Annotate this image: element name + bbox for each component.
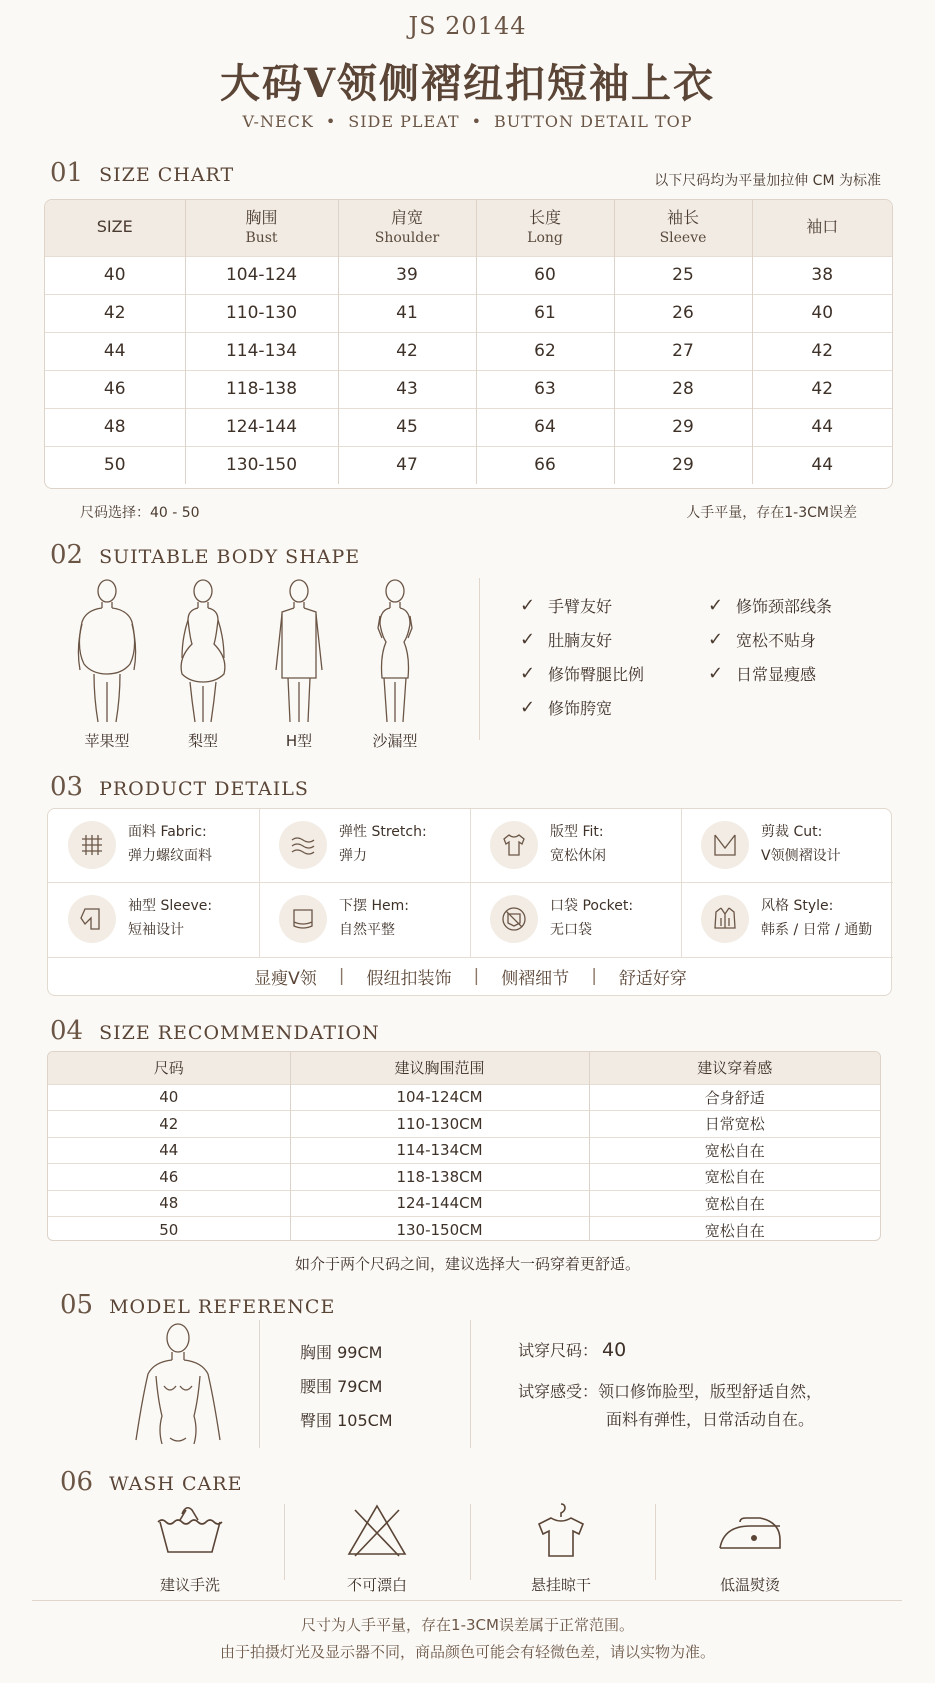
- table-cell: 40: [45, 256, 185, 294]
- detail-label: 剪裁 Cut:: [761, 824, 823, 841]
- subtitle-part: SIDE PLEAT: [348, 112, 460, 131]
- table-cell: 45: [338, 408, 476, 446]
- column-header-cn: 袖口: [806, 217, 839, 237]
- detail-fabric: [48, 809, 259, 881]
- table-cell: 50: [45, 446, 185, 484]
- column-header-en: Long: [527, 230, 563, 247]
- divider: [470, 1504, 471, 1580]
- table-cell: 42: [752, 370, 892, 408]
- table-cell: 40: [752, 294, 892, 332]
- subtitle-dot: •: [325, 112, 337, 131]
- detail-stretch: [259, 809, 470, 881]
- column-header: [45, 200, 185, 256]
- table-cell: 64: [476, 408, 614, 446]
- section-number: 01: [50, 158, 84, 188]
- check-item: [708, 622, 832, 656]
- table-row: [45, 256, 892, 294]
- detail-value: 自然平整: [339, 922, 395, 938]
- model-body-icon: [128, 1320, 228, 1446]
- table-row: [45, 332, 892, 370]
- table-cell: 40: [48, 1084, 290, 1111]
- column-header: [338, 200, 476, 256]
- model-measure: 胸围 99CM: [300, 1343, 383, 1362]
- table-cell: 46: [45, 370, 185, 408]
- check-item: [520, 588, 644, 622]
- column-header: [185, 200, 338, 256]
- feature-label: 显瘦V领: [254, 968, 317, 989]
- detail-hem: [259, 883, 470, 955]
- table-cell: 124-144: [185, 408, 338, 446]
- table-cell: 43: [338, 370, 476, 408]
- wash-item: [120, 1500, 260, 1595]
- check-item: [708, 588, 832, 622]
- divider: [259, 1320, 260, 1448]
- column-header: [476, 200, 614, 256]
- table-cell: 日常宽松: [589, 1111, 880, 1138]
- table-cell: 27: [614, 332, 752, 370]
- column-header-en: Shoulder: [374, 230, 440, 247]
- detail-label: 袖型 Sleeve:: [128, 898, 213, 915]
- low-iron-icon: [710, 1500, 790, 1560]
- table-row: [45, 370, 892, 408]
- wash-item: [491, 1500, 631, 1595]
- table-cell: 41: [338, 294, 476, 332]
- hem-icon: [279, 895, 327, 943]
- check-icon: ✓: [520, 594, 536, 616]
- detail-sleeve: [48, 883, 259, 955]
- detail-value: 弹力螺纹面料: [128, 848, 212, 864]
- body-shape-label: 苹果型: [84, 732, 130, 750]
- wash-label: 建议手洗: [159, 1576, 220, 1594]
- column-header-en: Bust: [245, 230, 278, 247]
- product-subtitle: [0, 112, 935, 131]
- detail-value: 弹力: [339, 848, 367, 864]
- check-label: 手臂友好: [548, 596, 613, 616]
- feature-separator: |: [473, 966, 480, 986]
- table-row: [45, 408, 892, 446]
- check-label: 肚腩友好: [548, 630, 613, 650]
- table-cell: 39: [338, 256, 476, 294]
- detail-value: 无口袋: [550, 922, 592, 938]
- model-size-value: 40: [602, 1339, 627, 1361]
- check-icon: ✓: [520, 628, 536, 650]
- wash-item: [307, 1500, 447, 1595]
- divider: [32, 1600, 902, 1601]
- apple-body-icon: [72, 578, 142, 726]
- detail-label: 版型 Fit:: [550, 824, 604, 841]
- detail-label: 口袋 Pocket:: [550, 898, 634, 915]
- table-cell: 60: [476, 256, 614, 294]
- model-measure: 腰围 79CM: [300, 1377, 383, 1396]
- no-pocket-icon: [490, 895, 538, 943]
- footer-note-1: 尺寸为人手平量，存在1-3CM误差属于正常范围。: [301, 1616, 634, 1634]
- divider: [284, 1504, 285, 1580]
- detail-value: 韩系 / 日常 / 通勤: [761, 922, 873, 938]
- table-cell: 42: [45, 294, 185, 332]
- detail-style: [681, 883, 892, 955]
- table-row: [48, 1111, 880, 1138]
- divider: [479, 578, 480, 740]
- table-cell: 48: [48, 1190, 290, 1217]
- table-row: [48, 1084, 880, 1111]
- section-heading-details: [50, 772, 309, 802]
- section-number: 03: [50, 772, 84, 802]
- table-cell: 124-144CM: [290, 1190, 589, 1217]
- model-size-label: 试穿尺码：: [518, 1341, 599, 1360]
- table-cell: 宽松自在: [589, 1164, 880, 1191]
- column-header: [614, 200, 752, 256]
- column-header-cn: 肩宽: [390, 208, 423, 228]
- check-icon: ✓: [520, 662, 536, 684]
- table-header-row: [45, 200, 892, 256]
- table-cell: 25: [614, 256, 752, 294]
- column-header-cn: 袖长: [666, 208, 699, 228]
- check-item: [520, 622, 644, 656]
- measure-error-note: 人手平量，存在1-3CM误差: [686, 505, 857, 521]
- style-icon: [701, 895, 749, 943]
- sleeve-icon: [68, 895, 116, 943]
- section-heading-recommendation: [50, 1016, 380, 1046]
- check-list-left: [520, 588, 644, 724]
- check-list-right: [708, 588, 832, 690]
- table-cell: 28: [614, 370, 752, 408]
- section-number: 05: [60, 1290, 94, 1320]
- feature-label: 假纽扣装饰: [366, 968, 452, 989]
- size-chart-table: [44, 199, 893, 489]
- wash-item: [680, 1500, 820, 1595]
- table-cell: 38: [752, 256, 892, 294]
- wash-label: 低温熨烫: [719, 1576, 780, 1594]
- table-cell: 118-138: [185, 370, 338, 408]
- section-title: SIZE RECOMMENDATION: [99, 1022, 380, 1044]
- detail-label: 弹性 Stretch:: [339, 824, 427, 841]
- size-chart-note: 以下尺码均为平量加拉伸 CM 为标准: [654, 173, 881, 189]
- table-cell: 47: [338, 446, 476, 484]
- section-title: SUITABLE BODY SHAPE: [99, 546, 361, 568]
- check-label: 宽松不贴身: [736, 630, 817, 650]
- model-measure: 臀围 105CM: [300, 1411, 393, 1430]
- table-cell: 26: [614, 294, 752, 332]
- table-cell: 110-130CM: [290, 1111, 589, 1138]
- column-header-cn: SIZE: [96, 217, 133, 237]
- hang-dry-icon: [521, 1500, 601, 1560]
- recommendation-note: 如介于两个尺码之间，建议选择大一码穿着更舒适。: [294, 1255, 640, 1273]
- feature-label: 舒适好穿: [618, 968, 687, 989]
- column-header: 建议穿着感: [589, 1052, 880, 1084]
- column-header: 尺码: [48, 1052, 290, 1084]
- table-cell: 110-130: [185, 294, 338, 332]
- table-cell: 48: [45, 408, 185, 446]
- cut-icon: [701, 821, 749, 869]
- model-feel: [518, 1378, 822, 1434]
- check-label: 修饰颈部线条: [736, 596, 833, 616]
- check-icon: ✓: [708, 628, 724, 650]
- section-heading-body-shape: [50, 540, 360, 570]
- table-row: [45, 446, 892, 484]
- stretch-icon: [279, 821, 327, 869]
- table-cell: 合身舒适: [589, 1084, 880, 1111]
- body-shape-label: 梨型: [187, 732, 218, 750]
- subtitle-part: V-NECK: [242, 112, 314, 131]
- pear-body-icon: [168, 578, 238, 726]
- divider: [470, 1320, 471, 1448]
- hourglass-body-icon: [360, 578, 430, 726]
- subtitle-part: BUTTON DETAIL TOP: [494, 112, 693, 131]
- detail-label: 风格 Style:: [761, 898, 834, 915]
- body-shape-hourglass: [355, 578, 435, 751]
- section-title: SIZE CHART: [99, 164, 235, 186]
- product-details-panel: [47, 808, 892, 996]
- section-number: 04: [50, 1016, 84, 1046]
- hand-wash-icon: [150, 1500, 230, 1560]
- table-header-row: [48, 1052, 880, 1084]
- table-cell: 宽松自在: [589, 1217, 880, 1242]
- section-number: 02: [50, 540, 84, 570]
- detail-value: 宽松休闲: [550, 848, 606, 864]
- column-header: [752, 200, 892, 256]
- section-heading-model: [60, 1290, 335, 1320]
- table-cell: 46: [48, 1164, 290, 1191]
- detail-value: V领侧褶设计: [761, 848, 841, 864]
- check-item: [520, 690, 644, 724]
- wash-label: 不可漂白: [346, 1576, 407, 1594]
- h-body-icon: [264, 578, 334, 726]
- section-title: WASH CARE: [109, 1473, 243, 1495]
- table-cell: 118-138CM: [290, 1164, 589, 1191]
- fit-icon: [490, 821, 538, 869]
- table-row: [48, 1217, 880, 1242]
- table-cell: 114-134CM: [290, 1137, 589, 1164]
- size-range-note: 尺码选择：40 - 50: [80, 505, 200, 521]
- body-shape-label: H型: [285, 732, 313, 750]
- section-heading-size-chart: [50, 158, 234, 188]
- check-icon: ✓: [520, 696, 536, 718]
- table-cell: 104-124: [185, 256, 338, 294]
- table-cell: 42: [752, 332, 892, 370]
- check-label: 修饰胯宽: [548, 698, 613, 718]
- table-row: [48, 1190, 880, 1217]
- product-code: JS 20144: [408, 12, 527, 40]
- table-cell: 42: [48, 1111, 290, 1138]
- model-feel-label: 试穿感受：: [518, 1382, 599, 1401]
- table-cell: 44: [48, 1137, 290, 1164]
- table-cell: 44: [752, 446, 892, 484]
- check-label: 日常显瘦感: [736, 664, 817, 684]
- column-header-en: Sleeve: [659, 230, 707, 247]
- table-cell: 44: [752, 408, 892, 446]
- divider: [655, 1504, 656, 1580]
- section-heading-wash: [60, 1467, 242, 1497]
- model-feel-text: 面料有弹性，日常活动自在。: [606, 1410, 815, 1429]
- check-item: [520, 656, 644, 690]
- body-shape-apple: [67, 578, 147, 751]
- detail-fit: [470, 809, 681, 881]
- model-measurements: [300, 1340, 393, 1442]
- table-row: [48, 1164, 880, 1191]
- feature-separator: |: [591, 966, 597, 986]
- detail-pocket: [470, 883, 681, 955]
- section-title: PRODUCT DETAILS: [99, 778, 309, 800]
- column-header-cn: 胸围: [245, 208, 278, 228]
- table-cell: 宽松自在: [589, 1137, 880, 1164]
- footer-note-2: 由于拍摄灯光及显示器不同，商品颜色可能会有轻微色差，请以实物为准。: [219, 1643, 715, 1661]
- table-cell: 42: [338, 332, 476, 370]
- table-cell: 104-124CM: [290, 1084, 589, 1111]
- table-cell: 44: [45, 332, 185, 370]
- check-item: [708, 656, 832, 690]
- product-title: 大码V领侧褶纽扣短袖上衣: [219, 60, 716, 107]
- model-figure: [128, 1320, 228, 1450]
- table-cell: 130-150: [185, 446, 338, 484]
- body-shape-pear: [163, 578, 243, 751]
- detail-cut: [681, 809, 892, 881]
- table-cell: 29: [614, 446, 752, 484]
- model-feel-text: 领口修饰脸型，版型舒适自然，: [598, 1382, 823, 1401]
- no-bleach-icon: [337, 1500, 417, 1560]
- table-cell: 66: [476, 446, 614, 484]
- body-shape-label: 沙漏型: [372, 732, 418, 750]
- check-icon: ✓: [708, 662, 724, 684]
- body-shape-h: [259, 578, 339, 751]
- table-row: [45, 294, 892, 332]
- iron-dot: [751, 1535, 757, 1541]
- fabric-icon: [68, 821, 116, 869]
- feature-label: 侧褶细节: [501, 968, 570, 989]
- table-cell: 130-150CM: [290, 1217, 589, 1242]
- table-cell: 50: [48, 1217, 290, 1242]
- detail-label: 面料 Fabric:: [128, 824, 207, 841]
- feature-highlights: [48, 957, 893, 995]
- section-number: 06: [60, 1467, 94, 1497]
- size-recommendation-table: [47, 1051, 881, 1241]
- feature-separator: |: [338, 966, 345, 986]
- table-cell: 宽松自在: [589, 1190, 880, 1217]
- model-size: [518, 1338, 626, 1361]
- table-cell: 61: [476, 294, 614, 332]
- detail-label: 下摆 Hem:: [339, 898, 409, 915]
- wash-label: 悬挂晾干: [530, 1576, 591, 1594]
- check-icon: ✓: [708, 594, 724, 616]
- column-header-cn: 长度: [528, 208, 561, 228]
- check-label: 修饰臀腿比例: [548, 664, 645, 684]
- table-cell: 62: [476, 332, 614, 370]
- section-title: MODEL REFERENCE: [109, 1296, 336, 1318]
- table-cell: 29: [614, 408, 752, 446]
- column-header: 建议胸围范围: [290, 1052, 589, 1084]
- table-cell: 63: [476, 370, 614, 408]
- table-cell: 114-134: [185, 332, 338, 370]
- subtitle-dot: •: [471, 112, 482, 131]
- table-row: [48, 1137, 880, 1164]
- detail-value: 短袖设计: [128, 922, 184, 938]
